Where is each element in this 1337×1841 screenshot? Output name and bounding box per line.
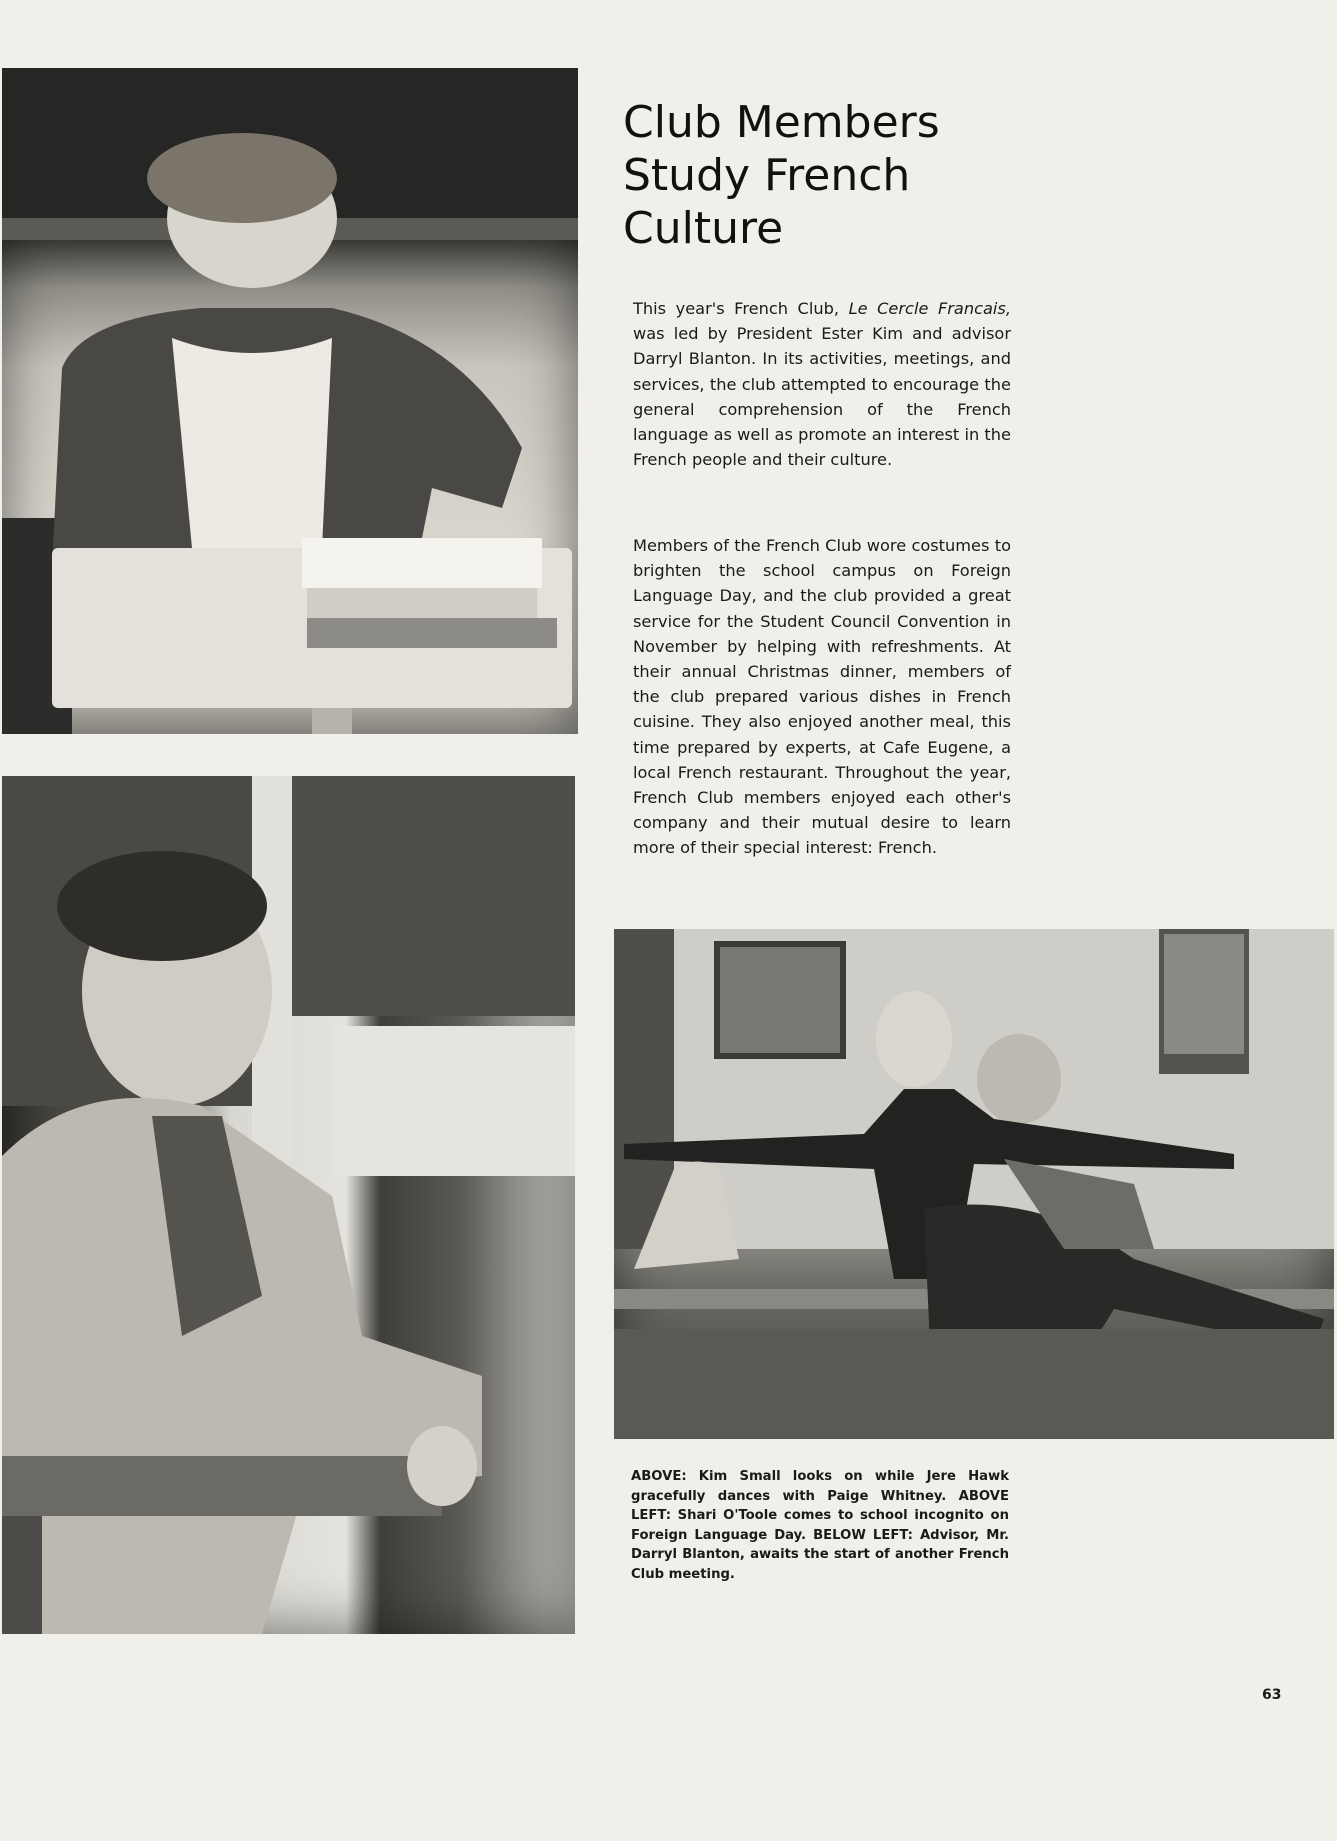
page-number: 63 (1262, 1687, 1282, 1703)
body-paragraph-1 (633, 296, 1011, 472)
paragraph-1-rest: was led by President Ester Kim and advisor Darryl Blanton. In its activities, meetings, and services, the club attempted to encourage the general comprehension of the French language as well as promote an interest in the French people and their culture. (633, 324, 1011, 470)
body-paragraph-2: Members of the French Club wore costumes to brighten the school campus on Foreign Language Day, and the club provided a great service for the Student Council Convention in November by helping with refreshments. At their annual Christmas dinner, members of the club prepared various dishes in French cuisine. They also enjoyed another meal, this time prepared by experts, at Cafe Eugene, a local French restaurant. Throughout the year, French Club members enjoyed each other's company and their mutual desire to learn more of their special interest: French. (633, 536, 1011, 858)
paragraph-1-lead: This year's French Club, (633, 299, 849, 318)
headline: Club Members Study French Culture (623, 97, 940, 254)
photo-advisor (2, 776, 575, 1634)
photo-caption: ABOVE: Kim Small looks on while Jere Hawk gracefully dances with Paige Whitney. ABOVE LEFT: Shari O'Toole comes to school incognito on Foreign Language Day. BELOW LEFT: Advisor, Mr. Darryl Blanton, awaits the start of another French Club meeting. (631, 1469, 1009, 1582)
club-french-name: Le Cercle Francais, (848, 299, 1011, 318)
photo-dancing-students-art (614, 929, 1334, 1439)
photo-student-at-desk (2, 68, 578, 734)
photo-student-at-desk-art (2, 68, 578, 734)
photo-advisor-art (2, 776, 575, 1634)
photo-dancing-students (614, 929, 1334, 1439)
